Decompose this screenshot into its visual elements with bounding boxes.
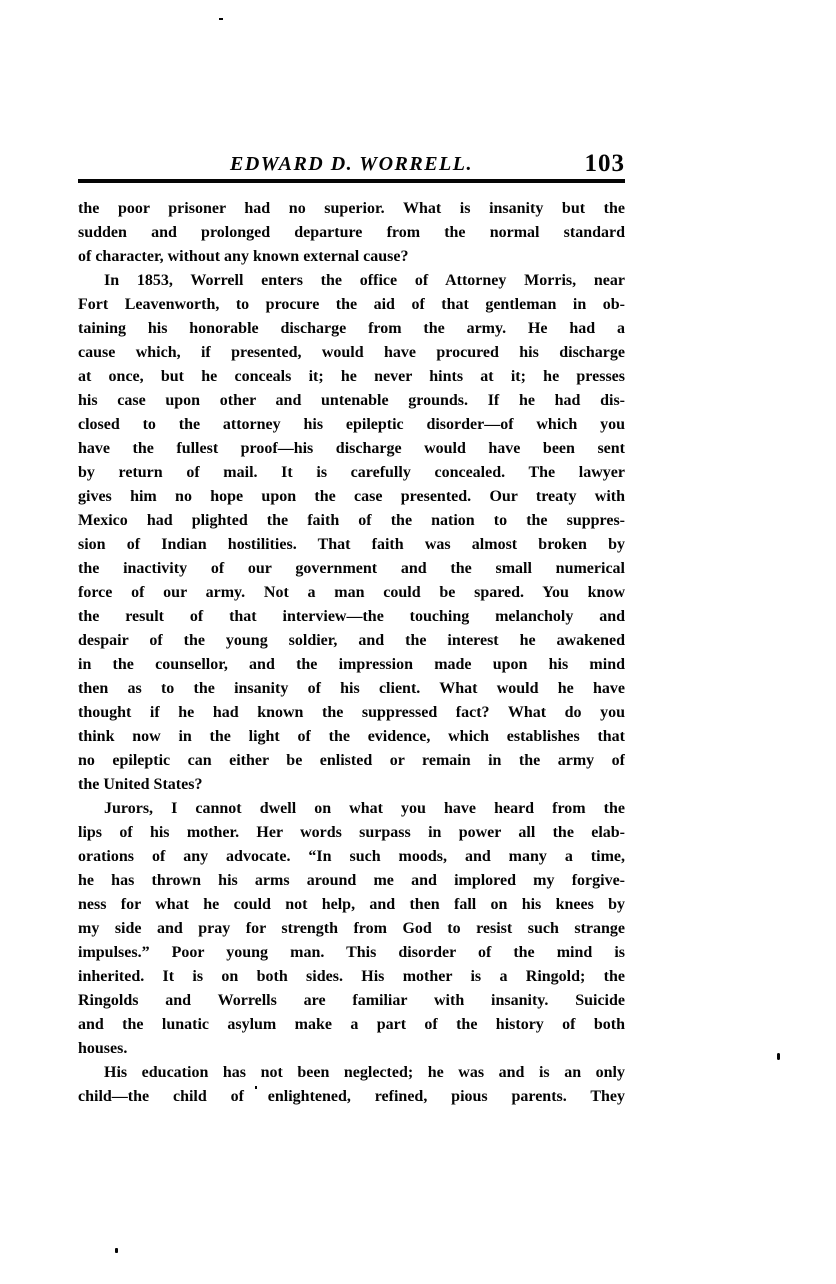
text-line: impulses.” Poor young man. This disorder of the mind is [78,943,625,961]
text-line: Jurors, I cannot dwell on what you have heard from the [104,799,625,817]
text-line: cause which, if presented, would have procured his discharge [78,343,625,361]
text-line: Ringolds and Worrells are familiar with insanity. Suicide [78,991,625,1009]
text-line: his case upon other and untenable grounds. If he had dis- [78,391,625,409]
text-line: sion of Indian hostilities. That faith was almost broken by [78,535,625,553]
text-line: my side and pray for strength from God to resist such strange [78,919,625,937]
text-line: and the lunatic asylum make a part of the history of both [78,1015,625,1033]
text-line: houses. [78,1039,128,1057]
scan-speck [219,18,223,20]
text-line: In 1853, Worrell enters the office of Attorney Morris, near [104,271,625,289]
text-line: lips of his mother. Her words surpass in power all the elab- [78,823,625,841]
running-header-title: EDWARD D. WORRELL. [230,153,473,175]
running-header [78,148,625,177]
text-line: gives him no hope upon the case presented. Our treaty with [78,487,625,505]
text-line: despair of the young soldier, and the interest he awakened [78,631,625,649]
text-line: child—the child of enlightened, refined, pious parents. They [78,1087,625,1105]
scan-speck [777,1053,780,1060]
text-line: by return of mail. It is carefully concealed. The lawyer [78,463,625,481]
text-line: Mexico had plighted the faith of the nation to the suppres- [78,511,625,529]
text-line: of character, without any known external cause? [78,247,409,265]
scan-speck [115,1248,118,1253]
text-line: the poor prisoner had no superior. What is insanity but the [78,199,625,217]
page-number: 103 [584,150,625,177]
text-line: thought if he had known the suppressed fact? What do you [78,703,625,721]
text-line: no epileptic can either be enlisted or remain in the army of [78,751,625,769]
text-line: have the fullest proof—his discharge would have been sent [78,439,625,457]
text-line: closed to the attorney his epileptic disorder—of which you [78,415,625,433]
page-body [78,197,625,1109]
header-rule [78,179,625,183]
text-line: the United States? [78,775,203,793]
text-line: the result of that interview—the touching melancholy and [78,607,625,625]
page-content [78,148,625,1109]
text-line: the inactivity of our government and the small numerical [78,559,625,577]
text-line: His education has not been neglected; he was and is an only [104,1063,625,1081]
text-line: orations of any advocate. “In such moods, and many a time, [78,847,625,865]
text-line: at once, but he conceals it; he never hints at it; he presses [78,367,625,385]
text-line: think now in the light of the evidence, which establishes that [78,727,625,745]
text-line: ness for what he could not help, and then fall on his knees by [78,895,625,913]
text-line: sudden and prolonged departure from the normal standard [78,223,625,241]
text-line: Fort Leavenworth, to procure the aid of that gentleman in ob- [78,295,625,313]
text-line: inherited. It is on both sides. His mother is a Ringold; the [78,967,625,985]
text-line: in the counsellor, and the impression made upon his mind [78,655,625,673]
text-line: taining his honorable discharge from the army. He had a [78,319,625,337]
text-line: then as to the insanity of his client. What would he have [78,679,625,697]
text-line: he has thrown his arms around me and implored my forgive- [78,871,625,889]
text-line: force of our army. Not a man could be spared. You know [78,583,625,601]
